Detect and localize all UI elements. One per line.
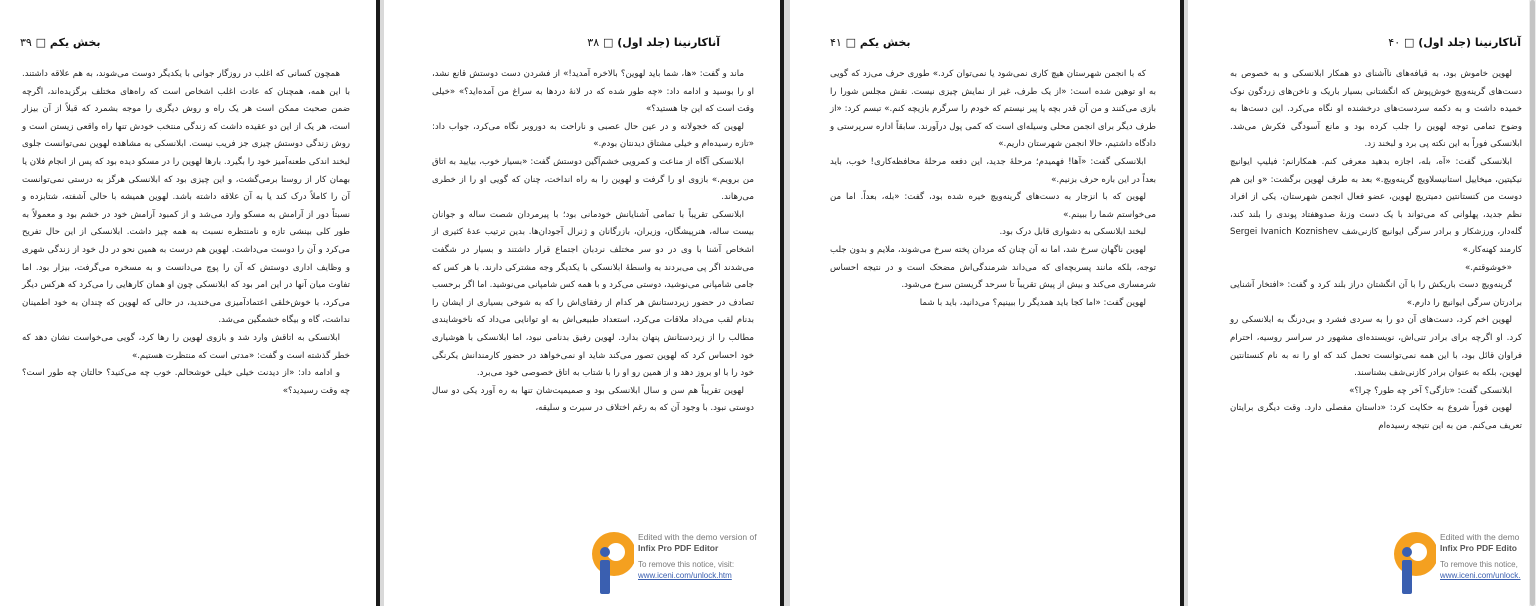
header-separator-icon: □ [845,36,857,49]
header-separator-icon: □ [1403,36,1415,49]
page-number: ۴۰ [1388,36,1401,49]
paragraph: که با انجمن شهرستان هیچ کاری نمی‌شود یا نمی‌توان کرد.» طوری حرف می‌زد که گویی به او توهین شده است: «از یک طرف، غیر از نمایش چیزی نیست. نقش مجلس شورا را بازی می‌کنند و من آن قدر بچه یا پیر نیستم که خودم را سرگرم بازیچه کنم.» تبسم کرد: «از طرف دیگر برای انجمن محلی وسیله‌ای است که کمی پول درآورند. سابقاً اداره سرپرستی و دادگاه داشتیم، حالا انجمن شهرستان داریم.» [830,69,1156,150]
vertical-scrollbar[interactable] [1529,0,1536,606]
watermark-line-2: Infix Pro PDF Editor [638,543,719,553]
paragraph: لبخند ابلانسکی به دشواری قابل درک بود. [999,227,1146,238]
page-header [20,36,101,49]
infix-logo-icon [1392,530,1436,596]
infix-logo-icon [590,530,634,596]
scrollbar-thumb[interactable] [1530,0,1535,606]
page-header [1388,36,1521,49]
page-body [830,66,1156,312]
header-title: آناکارنینا (جلد اول) [617,36,720,49]
watermark-link[interactable]: www.iceni.com/unlock.htm [638,571,732,580]
demo-watermark [1392,530,1529,600]
paragraph: لهوین تقریباً هم سن و سال ابلانسکی بود و صمیمیت‌شان تنها به ره آورد یکی دو سال دوستی نبود. با وجود آن که به رغم اختلاف در سیرت و سلیقه، [432,385,754,414]
paragraph: لهوین که خجولانه و در عین حال عصبی و ناراحت به دوروبر نگاه می‌کرد، جواب داد: «تازه رسیده‌ام و خیلی مشتاق دیدنتان بودم.» [432,121,754,150]
paragraph: ابلانسکی گفت: «آها! فهمیدم؛ مرحلهٔ جدید، این دفعه مرحلهٔ محافظه‌کاری! خوب، باید بعداً در این باره حرف بزنیم.» [830,156,1156,185]
page-border [780,0,784,606]
page-header [587,36,720,49]
page-body [432,66,754,418]
header-title: بخش یکم [49,36,101,49]
paragraph: لهوین فوراً شروع به حکایت کرد: «داستان مفصلی دارد. وقت دیگری برایتان تعریف می‌کنم. من به این نتیجه رسیده‌ام [1230,403,1522,431]
page-header [830,36,911,49]
header-separator-icon: □ [602,36,614,49]
header-title: بخش یکم [859,36,911,49]
paragraph: ابلانسکی گفت: «تازگی؟ آخر چه طور؟ چرا؟» [1349,385,1512,396]
paragraph: و ادامه داد: «از دیدنت خیلی خیلی خوشحالم. خوب چه می‌کنید؟ حالتان چه طور است؟ چه وقت رسیدید؟» [22,368,350,396]
page-number: ۴۱ [830,36,842,49]
watermark-line-1: Edited with the demo [1440,532,1520,542]
paragraph: ابلانسکی آگاه از مناعت و کمرویی خشم‌آگین دوستش گفت: «بسیار خوب، بیایید به اتاق من برویم.» بازوی او را گرفت و لهوین را به راه انداخت، چنان که گویی او را از خطری می‌رهاند. [432,156,754,203]
pdf-page-40 [1188,0,1529,606]
page-number: ۳۸ [587,36,600,49]
paragraph: لهوین اخم کرد، دست‌های آن دو را به سردی فشرد و بی‌درنگ به ابلانسکی رو کرد. او اگرچه برای برادر تنی‌اش، نویسنده‌ای مشهور در سراسر روسیه، احترام فراوان قائل بود، با این همه نمی‌توانست تحمل کند که او را نه به نام کنستانتین لهوین، بلکه به عنوان برادر کازنی‌شف بشناسند. [1230,315,1522,379]
watermark-line-2: Infix Pro PDF Edito [1440,543,1517,553]
pdf-page-41 [790,0,1180,606]
paragraph: ابلانسکی تقریباً با تمامی آشنایانش خودمانی بود؛ با پیرمردان شصت ساله و جوانان بیست ساله، هنرپیشگان، وزیران، بازرگانان و ژنرال آجودان‌ها. بدین ترتیب عدهٔ کثیری از اشخاص آشنا با وی در دو سر مختلف نردبان اجتماع قرار داشتند و بسیار در شگفت می‌شدند اگر پی می‌بردند به واسطهٔ ابلانسکی با یکدیگر وجه مشترکی دارند. با هر کس که جامی شامپانی می‌نوشید، دوستی می‌کرد و با همه کس شامپانی می‌نوشید. اما اگر برحسب تصادف در حضور زیردستانش هر کدام از رفقای‌اش را که به شوخی بسیاری از ایشان را بدنام لقب می‌داد ملاقات می‌کرد، استعداد طبیعی‌اش به او توانایی می‌داد که ناخوشایندی مطالب را از زیردستانش پنهان بدارد. لهوین رفیق بدنامی نبود، اما ابلانسکی با هوشیاری خود احساس کرد که لهوین تصور می‌کند شاید او نمی‌خواهد در حضور کارمندانش یکرنگی خود را با او بروز دهد و از همین رو او را با شتاب به اتاق خصوصی خود می‌برد. [432,209,754,379]
pdf-page-38 [384,0,780,606]
paragraph: همچون کسانی که اغلب در روزگار جوانی با یکدیگر دوست می‌شوند، به هم علاقه داشتند. با این همه، همچنان که عادت اغلب اشخاص است که راه‌های مختلف برگزیده‌اند، اگرچه ضمن صحبت ممکن است هر یک راه و روش دیگری را موجه بشمرد که قبلاً از آن بیزار است، هر یک از این دو عقیده داشت که زندگی منتخب خودش تنها راه واقعی زیستن است و روش زندگی دوستش چیزی جز فریب نیست. ابلانسکی به مشاهده لهوین نمی‌توانست جلوی لبخند اندکی طعنه‌آمیز خود را بگیرد. بارها لهوین را در مسکو دیده بود که پس از انجام فلان یا بهمان کار از روستا برمی‌گشت، و این چیزی بود که ابلانسکی هرگز به درستی نمی‌توانست آن را کاملاً درک کند یا به آن علاقه داشته باشد. لهوین همیشه با حالی آشفته، شتابزده و نسبتاً دور از آرامش به مسکو وارد می‌شد و از کمبود آرامش خود در خشم بود و معمولاً به طور کلی بینشی تازه و نامنتظره نسبت به همه چیز داشت. ابلانسکی از این حال تفریح می‌کرد و آن را دوست می‌داشت. لهوین هم درست به همین نحو در دل خود از زندگی شهری و وظایف اداری دوستش که آن را پوچ می‌دانست و به مسخره می‌گرفت، بیزار بود. اما تفاوت میان آنها در این امر بود که ابلانسکی چون او همان کارهایی را می‌کرد که هرکس دیگر می‌کرد، با خوش‌خلقی اعتمادآمیزی می‌خندید، در حالی که لهوین که چندان به خود اطمینان نداشت، گاه و بیگاه خشمگین می‌شد. [22,69,350,326]
header-title: آناکارنینا (جلد اول) [1418,36,1521,49]
page-border [376,0,380,606]
paragraph: لهوین گفت: «اما کجا باید همدیگر را ببینیم؟ می‌دانید، باید با شما [919,297,1146,308]
page-number: ۳۹ [20,36,32,49]
paragraph: لهوین که با انزجار به دست‌های گرینه‌ویچ خیره شده بود، گفت: «بله، بعداً. اما من می‌خواستم شما را ببینم.» [830,192,1156,220]
paragraph: لهوین ناگهان سرخ شد، اما نه آن چنان که مردان پخته سرخ می‌شوند، ملایم و بدون جلب توجه، بلکه مانند پسربچه‌ای که می‌داند شرمندگی‌اش مضحک است و در نتیجه احساس شرمساری می‌کند و بیش از پیش تقریباً تا سرحد گریستن سرخ می‌شود. [830,244,1156,291]
paragraph: گرینه‌ویچ دست باریکش را با آن انگشتان دراز بلند کرد و گفت: «افتخار آشنایی برادرتان سرگی ایوانیچ را دارم.» [1230,280,1522,308]
paragraph: «خوشوقتم.» [1464,262,1512,273]
paragraph: ابلانسکی به اتاقش وارد شد و بازوی لهوین را رها کرد، گویی می‌خواست نشان دهد که خطر گذشته است و گفت: «مدتی است که منتظرت هستیم.» [22,332,350,361]
pdf-page-39 [0,0,376,606]
paragraph: ابلانسکی گفت: «آه، بله، اجازه بدهید معرفی کنم. همکارانم: فیلیپ ایوانیچ نیکیتین، میخاییل استانیسلاویچ گرینه‌ویچ.» بعد به طرف لهوین برگشت: «و این هم دوست من کنستانتین دمیتریچ لهوین، عضو فعال انجمن شهرستان، یکی از افراد نظم جدید، پهلوانی که می‌تواند با یک دست وزنهٔ صدوهفتاد پوندی را بلند کند، گله‌دار، ورزشکار و برادر سرگی ایوانیچ کازنی‌شف Sergei Ivanich Koznishev کارمند کهنه‌کار.» [1230,156,1522,255]
watermark-line-3: To remove this notice, visit: [638,560,735,569]
header-separator-icon: □ [35,36,47,49]
page-border [1180,0,1184,606]
watermark-link[interactable]: www.iceni.com/unlock. [1440,571,1521,580]
watermark-line-3: To remove this notice, [1440,560,1518,569]
page-body [1230,66,1522,435]
demo-watermark [590,530,757,600]
watermark-line-1: Edited with the demo version of [638,532,757,542]
paragraph: ماند و گفت: «ها، شما باید لهوین؟ بالاخره آمدید!» از فشردن دست دوستش قانع نشد، او را بوسید و ادامه داد: «چه طور شده که در لانهٔ دردها به سراغ من آمده‌اید؟» «خیلی وقت است که این جا هستید؟» [432,69,754,115]
paragraph: لهوین خاموش بود، به قیافه‌های ناآشنای دو همکار ابلانسکی و به خصوص به دست‌های گرینه‌ویچ خوش‌پوش که انگشتانی بسیار باریک و ناخن‌های زردگون نوک خمیده داشت و به دکمه سردست‌های درخشنده او نگاه می‌کرد. این دست‌ها به وضوح تمامی توجه لهوین را جلب کرده بود و مانع آسودگی فکرش می‌شد. ابلانسکی فوراً به این نکته پی برد و لبخند زد. [1230,69,1522,150]
page-body [22,66,350,400]
